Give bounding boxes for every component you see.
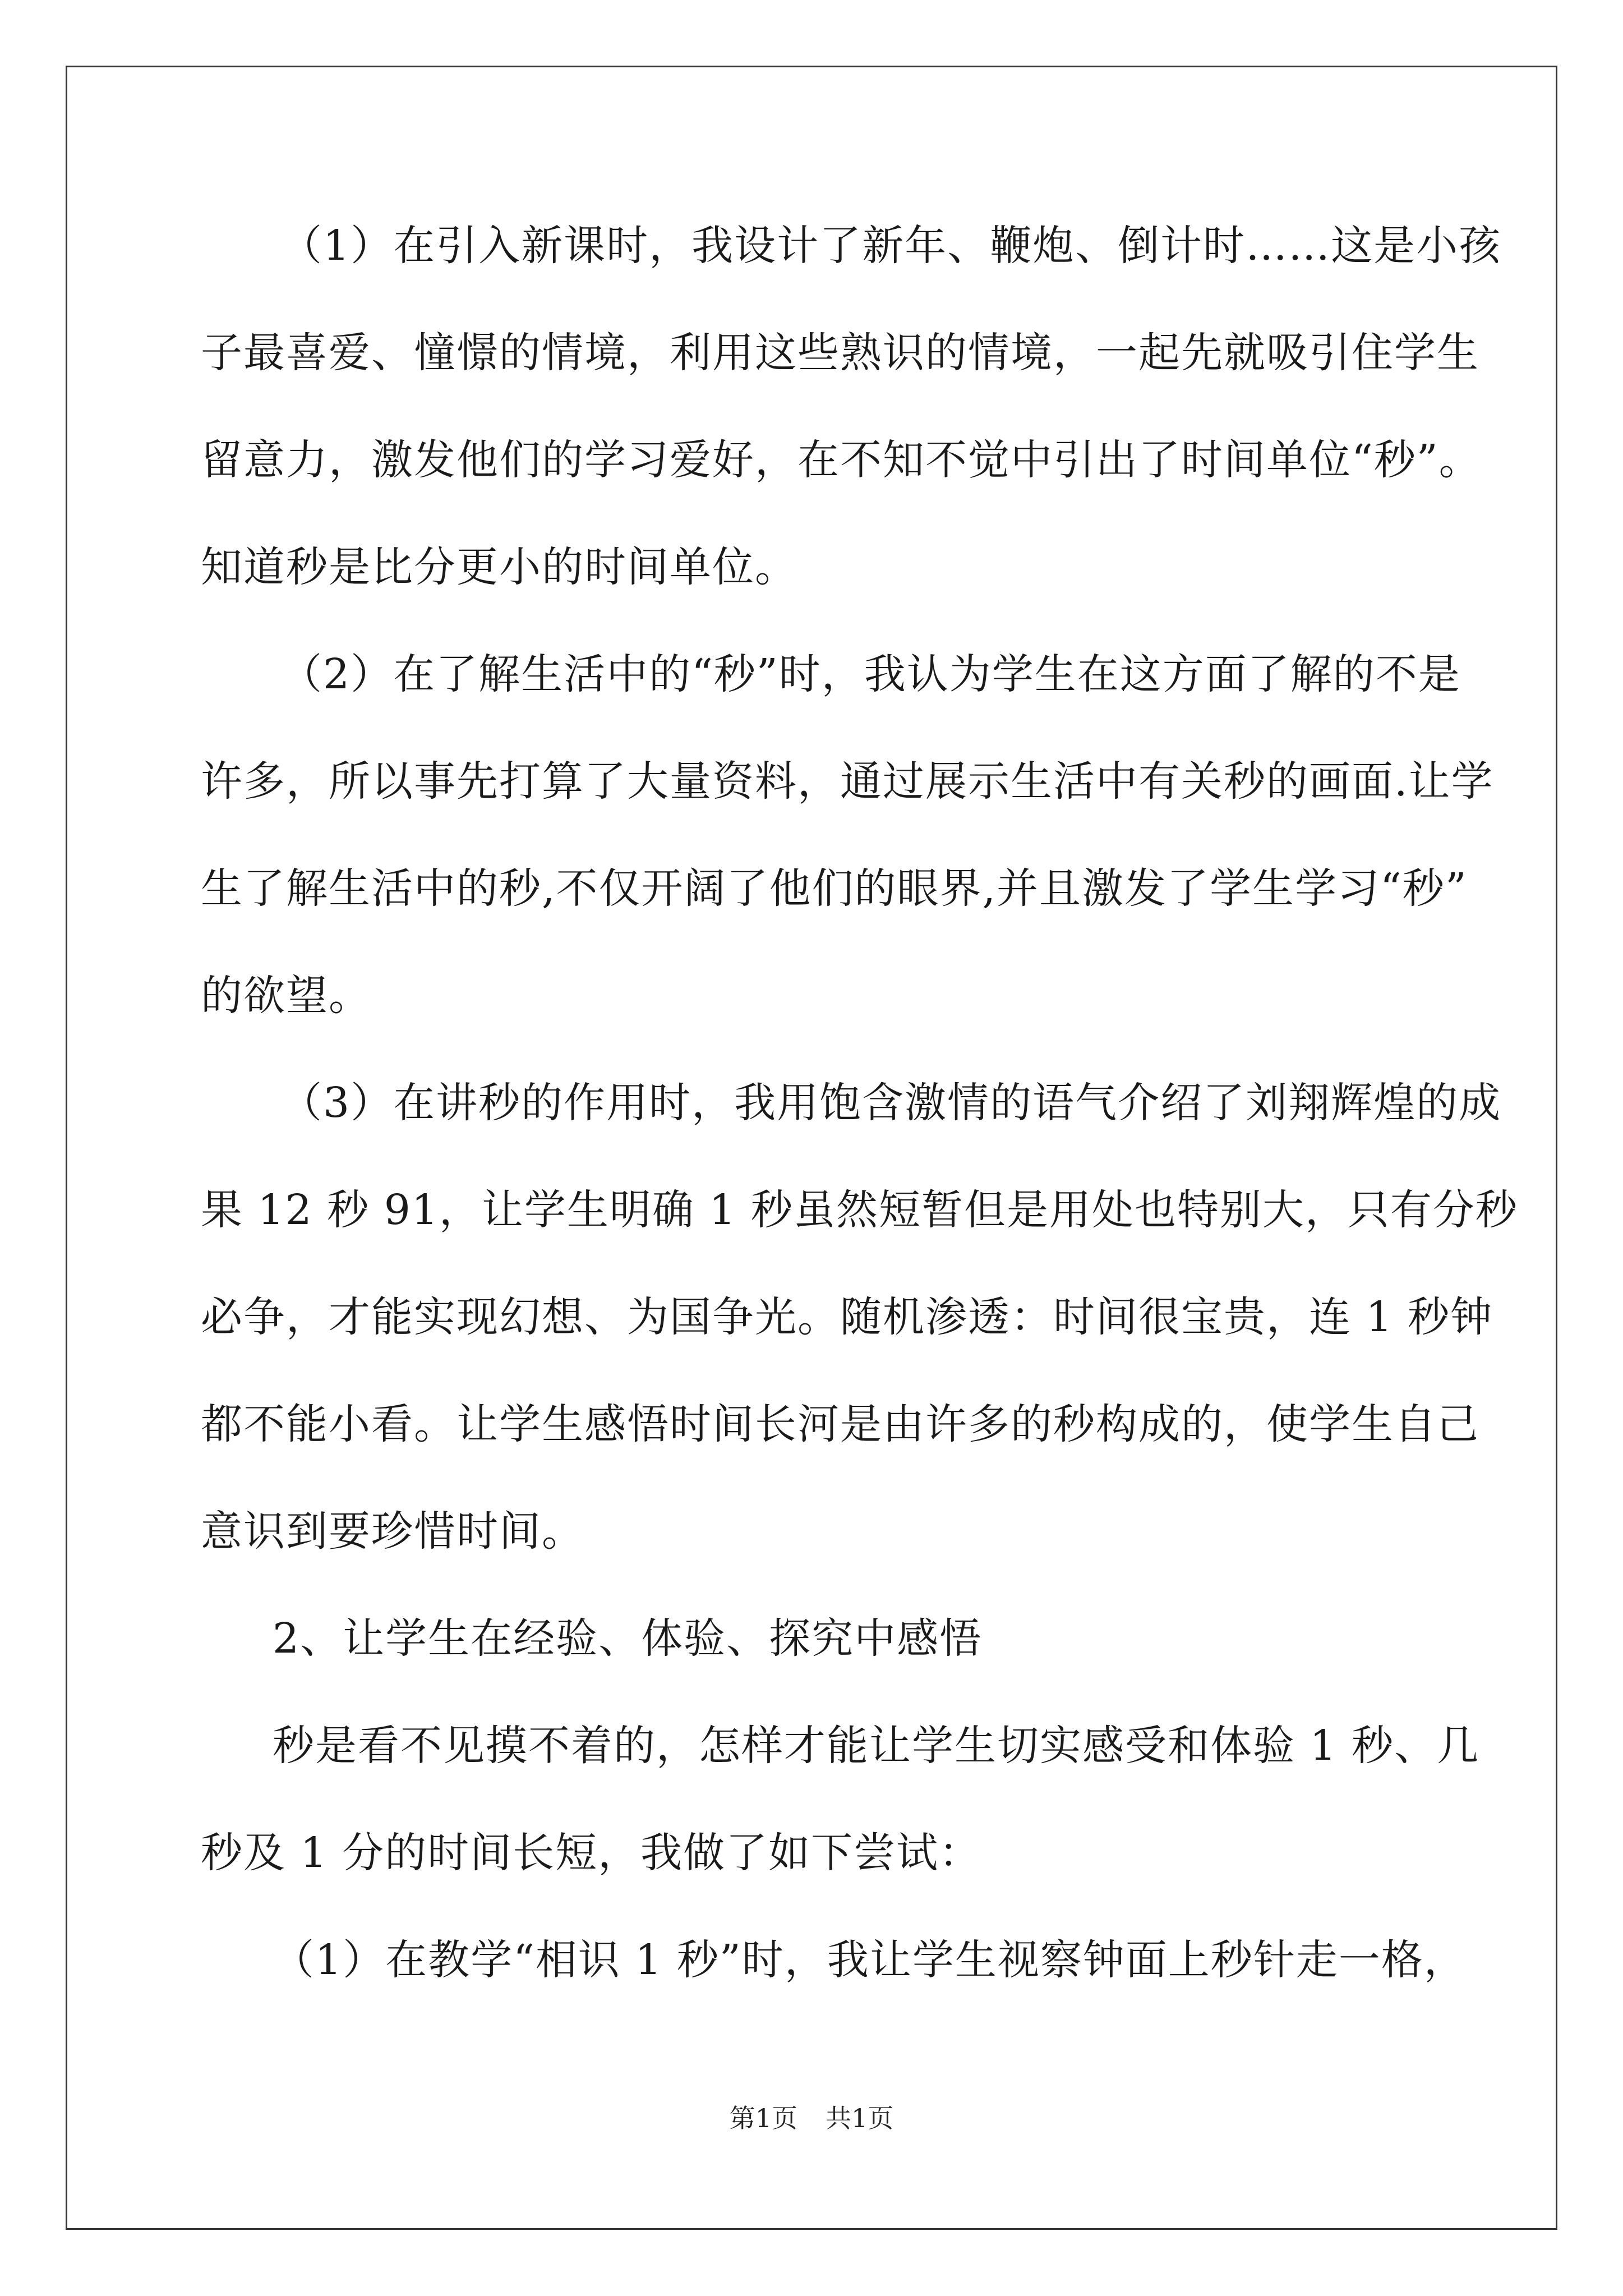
- text-line: （1）在教学“相识 1 秒”时，我让学生视察钟面上秒针走一格，: [273, 1936, 1467, 1984]
- text-line: 生了解生活中的秒,不仅开阔了他们的眼界,并且激发了学生学习“秒”: [201, 864, 1468, 913]
- text-line: （1）在引入新课时，我设计了新年、鞭炮、倒计时……这是小孩: [280, 222, 1502, 270]
- text-line: （3）在讲秒的作用时，我用饱含激情的语气介绍了刘翔辉煌的成: [280, 1079, 1502, 1127]
- text-line: 子最喜爱、憧憬的情境，利用这些熟识的情境，一起先就吸引住学生: [201, 329, 1479, 377]
- text-line: 知道秒是比分更小的时间单位。: [201, 543, 797, 591]
- text-line: （2）在了解生活中的“秒”时，我认为学生在这方面了解的不是: [280, 650, 1461, 698]
- document-body: [201, 218, 1519, 2039]
- text-line: 秒及 1 分的时间长短，我做了如下尝试：: [201, 1829, 982, 1877]
- page-total: 共1页: [826, 2103, 894, 2133]
- page-number: 第1页: [729, 2103, 797, 2133]
- text-line: 都不能小看。让学生感悟时间长河是由许多的秒构成的，使学生自己: [201, 1400, 1479, 1448]
- text-line: 的欲望。: [201, 972, 371, 1020]
- text-line: 秒是看不见摸不着的，怎样才能让学生切实感受和体验 1 秒、几: [273, 1722, 1480, 1770]
- text-line: 许多，所以事先打算了大量资料，通过展示生活中有关秒的画面.让学: [201, 757, 1494, 806]
- section-heading: 2、让学生在经验、体验、探究中感悟: [273, 1614, 983, 1663]
- text-line: 必争，才能实现幻想、为国争光。随机渗透：时间很宝贵，连 1 秒钟: [201, 1293, 1493, 1341]
- text-line: 果 12 秒 91，让学生明确 1 秒虽然短暂但是用处也特别大，只有分秒: [201, 1186, 1519, 1234]
- text-line: 留意力，激发他们的学习爱好，在不知不觉中引出了时间单位“秒”。: [201, 436, 1482, 484]
- text-line: 意识到要珍惜时间。: [201, 1507, 584, 1556]
- page-footer: [0, 2098, 1623, 2135]
